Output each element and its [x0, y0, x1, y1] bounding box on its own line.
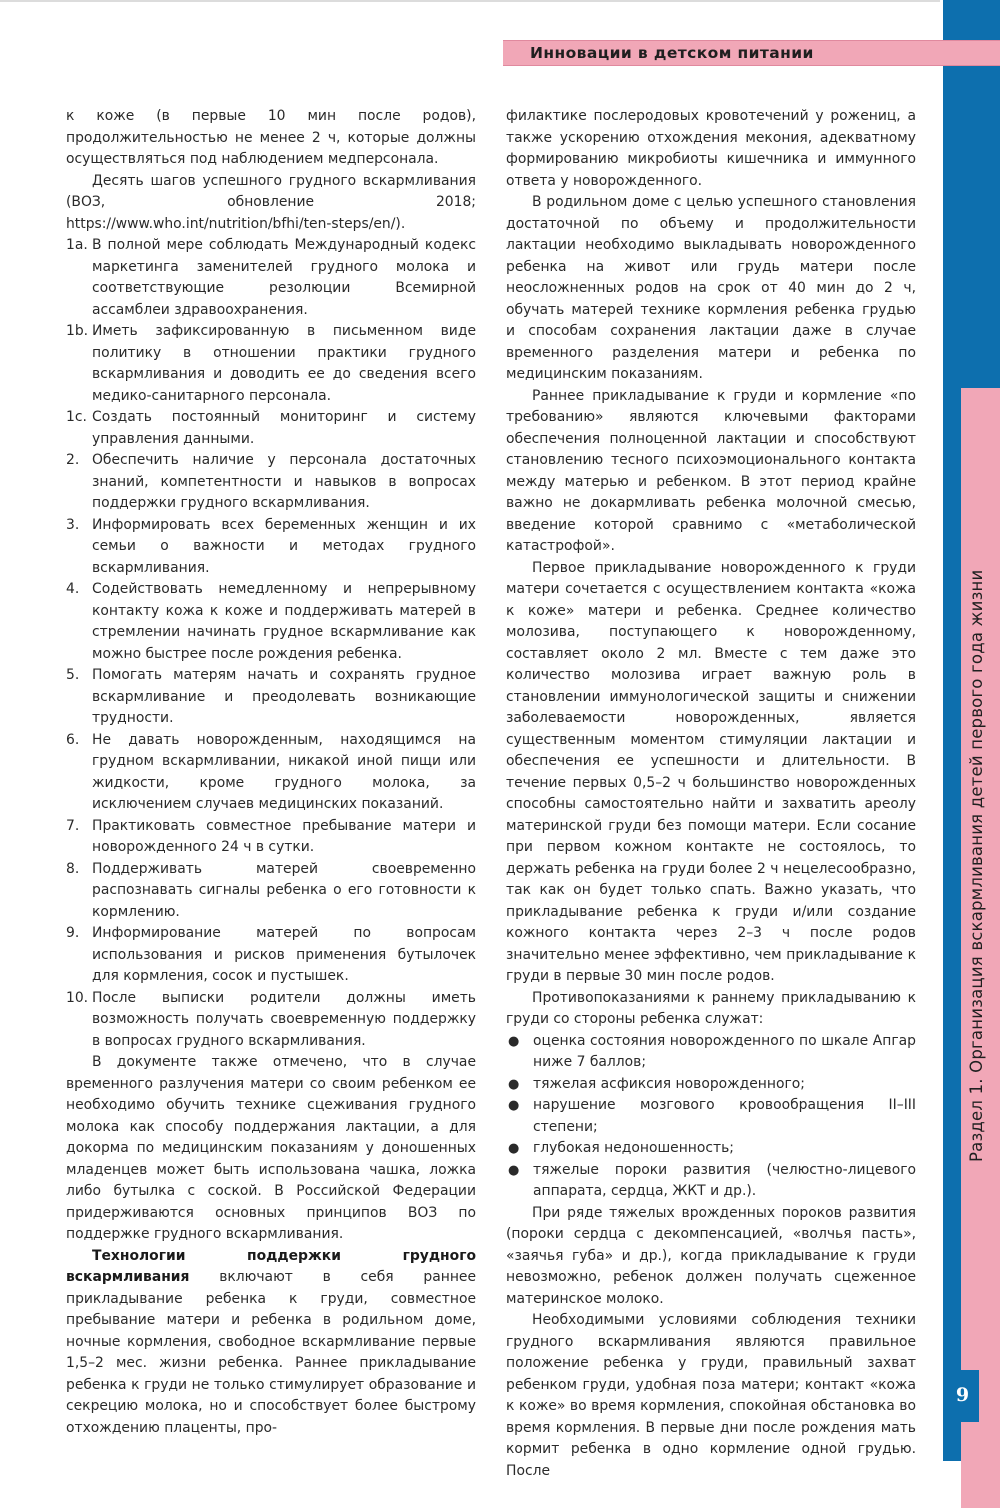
list-marker: 10.: [66, 989, 89, 1006]
left-paragraph-4-body: включают в себя раннее прикладывание ребенка к груди, совместное пребывание матери и ребенка в родильном доме, ночные кормления, свободное вскармливание первые 1,5–2 мес. жизни ребенка. Раннее прикладывание ребенка к груди не только стимулирует образование и секрецию молока, но и способствует более быстрому отхождению плаценты, про-: [66, 1269, 476, 1436]
list-item: [506, 1138, 916, 1160]
list-item-text: Поддерживать матерей своевременно распознавать сигналы ребенка о его готовности к кормлению.: [92, 860, 476, 920]
list-item-text: Обеспечить наличие у персонала достаточных знаний, компетентности и навыков в вопросах поддержки грудного вскармливания.: [92, 452, 476, 511]
technologies-heading: Технологии поддержки грудного вскармливания: [66, 1247, 476, 1285]
list-item-text: Практиковать совместное пребывание матери и новорожденного 24 ч в сутки.: [92, 817, 476, 855]
list-marker: 8.: [66, 860, 80, 877]
right-paragraph-4: Первое прикладывание новорожденного к груди матери сочетается с осуществлением контакта «кожа к коже» матери и ребенка. Среднее количество молозива, поступающего к новорожденному, составляет около 2 мл. Вместе с тем даже это количество молозива играет важную роль в становлении иммунологической защиты и снижении заболеваемости новорожденных, является существенным моментом стимуляции лактации и обеспечения ее успешности и длительности. В течение первых 0,5–2 ч большинство новорожденных способны самостоятельно найти и захватить ареолу материнской груди без помощи матери. Если сосание при первом кожном контакте не состоялось, то держать ребенка на груди более 2 ч нецелесообразно, так как он будет только спать. Важно указать, что прикладывание ребенка к груди и/или создание кожного контакта через 2–3 ч после родов значительно менее эффективно, чем прикладывание к груди в первые 30 мин после родов.: [506, 559, 916, 984]
left-paragraph-3: В документе также отмечено, что в случае временного разлучения матери со своим ребенком ее необходимо обучить технике сцеживания грудного молока как способу поддержания лактации, а для докорма по медицинским показаниям у доношенных младенцев может быть использована чашка, ложка либо бутылка с соской. В Российской Федерации придерживаются основных принципов ВОЗ по поддержке грудного вскармливания.: [66, 1054, 476, 1242]
list-item-text: Иметь зафиксированную в письменном виде политику в отношении практики грудного вскармливания и доводить ее до сведения всего медико-санитарного персонала.: [92, 323, 476, 404]
ten-steps-list: [66, 235, 476, 1052]
list-item: [506, 1074, 916, 1096]
list-item: [66, 859, 476, 924]
list-item-text: тяжелые пороки развития (челюстно-лицевого аппарата, сердца, ЖКТ и др.).: [533, 1161, 916, 1199]
top-rule: [0, 0, 940, 2]
list-marker: 1b.: [66, 323, 89, 339]
list-item: [66, 665, 476, 730]
right-column: [506, 106, 916, 1482]
list-item-text: Информировать всех беременных женщин и их семьи о важности и методах грудного вскармливания.: [92, 516, 476, 576]
left-paragraph-2: Десять шагов успешного грудного вскармливания (ВОЗ, обновление 2018; https://www.who.int/nutrition/bfhi/ten-steps/en/).: [66, 172, 476, 232]
list-item-text: нарушение мозгового кровообращения II–III степени;: [533, 1097, 916, 1135]
list-marker: 1c.: [66, 409, 87, 425]
list-marker: 2.: [66, 452, 80, 468]
list-item-text: Информирование матерей по вопросам использования и рисков применения бутылочек для кормления, сосок и пустышек.: [92, 925, 476, 984]
list-item-text: оценка состояния новорожденного по шкале Апгар ниже 7 баллов;: [533, 1032, 916, 1070]
running-header: [503, 40, 1000, 66]
list-marker: 7.: [66, 817, 80, 834]
list-item: [66, 235, 476, 321]
list-item-text: Создать постоянный мониторинг и систему управления данными.: [92, 409, 476, 447]
list-marker: 5.: [66, 667, 80, 683]
list-item: [506, 1031, 916, 1074]
right-paragraph-1: филактике послеродовых кровотечений у рожениц, а также ускорению отхождения мекония, адекватному формированию микробиоты кишечника и иммунного ответа у новорожденного.: [506, 108, 916, 189]
list-item-text: Не давать новорожденным, находящимся на грудном вскармливании, никакой иной пищи или жидкости, кроме грудного молока, за исключением случаев медицинских показаний.: [92, 731, 476, 812]
list-marker: 9.: [66, 925, 80, 941]
list-marker: 1a.: [66, 237, 88, 253]
bullet-icon: ●: [508, 1098, 520, 1113]
left-column: [66, 106, 476, 1439]
right-paragraph-3: Раннее прикладывание к груди и кормление «по требованию» являются ключевыми факторами обеспечения полноценной лактации и способствуют становлению тесного психоэмоционального контакта между матерью и ребенком. В этот период крайне важно не докармливать ребенка молочной смесью, введение которой сравнимо с «метаболической катастрофой».: [506, 387, 916, 554]
list-item-text: Помогать матерям начать и сохранять грудное вскармливание и преодолевать возникающие трудности.: [92, 667, 476, 726]
right-paragraph-2: В родильном доме с целью успешного становления достаточной по объему и продолжительности лактации необходимо выкладывать новорожденного ребенка на живот или грудь матери после неосложненных родов на срок от 40 мин до 2 ч, обучать матерей технике кормления ребенка грудью и способам сохранения лактации даже в случае временного разделения матери и ребенка по медицинским показаниям.: [506, 194, 916, 382]
list-marker: 6.: [66, 731, 80, 748]
list-item: [66, 730, 476, 816]
bullet-icon: ●: [508, 1162, 520, 1178]
list-item: [66, 407, 476, 450]
list-item: [66, 321, 476, 407]
bullet-icon: ●: [508, 1033, 520, 1049]
list-item-text: В полной мере соблюдать Международный кодекс маркетинга заменителей грудного молока и соответствующие резолюции Всемирной ассамблеи здравоохранения.: [92, 237, 476, 318]
list-item-text: После выписки родители должны иметь возможность получать своевременную поддержку в вопросах грудного вскармливания.: [92, 989, 476, 1049]
list-item: [66, 579, 476, 665]
list-item: [506, 1095, 916, 1138]
list-item-text: глубокая недоношенность;: [533, 1140, 734, 1156]
list-item: [66, 923, 476, 988]
list-item: [506, 1160, 916, 1203]
right-paragraph-6: При ряде тяжелых врожденных пороков развития (пороки сердца с декомпенсацией, «волчья пасть», «заячья губа» и др.), когда прикладывание к груди невозможно, ребенок должен получать сцеженное материнское молоко.: [506, 1204, 916, 1307]
list-marker: 4.: [66, 581, 80, 597]
page-number-box: [946, 1370, 979, 1422]
list-item: [66, 816, 476, 859]
list-item-text: Содействовать немедленному и непрерывному контакту кожа к коже и поддерживать матерей в стремлении начинать грудное вскармливание как можно быстрее после рождения ребенка.: [92, 581, 476, 662]
list-item: [66, 450, 476, 515]
left-paragraph-4: [66, 1246, 476, 1440]
section-side-title: Раздел 1. Организация вскармливания детей первого года жизни: [967, 569, 986, 1162]
right-paragraph-5: Противопоказаниями к раннему прикладыванию к груди со стороны ребенка служат:: [506, 989, 916, 1027]
left-paragraph-1: к коже (в первые 10 мин после родов), продолжительностью не менее 2 ч, которые должны осуществляться под наблюдением медперсонала.: [66, 108, 476, 167]
right-paragraph-7: Необходимыми условиями соблюдения техники грудного вскармливания являются правильное положение ребенка у груди, правильный захват ребенком груди, удобная поза матери; контакт «кожа к коже» во время кормления, спокойная обстановка во время кормления. В первые дни после рождения мать кормит ребенка в одно кормление одной грудью. После: [506, 1312, 916, 1479]
list-item: [66, 988, 476, 1053]
bullet-icon: ●: [508, 1076, 520, 1092]
running-header-title: Инновации в детском питании: [530, 44, 814, 62]
contraindications-list: [506, 1031, 916, 1203]
list-marker: 3.: [66, 516, 80, 533]
list-item: [66, 515, 476, 580]
bullet-icon: ●: [508, 1141, 520, 1156]
page-number: 9: [955, 1384, 970, 1406]
list-item-text: тяжелая асфиксия новорожденного;: [533, 1075, 805, 1092]
